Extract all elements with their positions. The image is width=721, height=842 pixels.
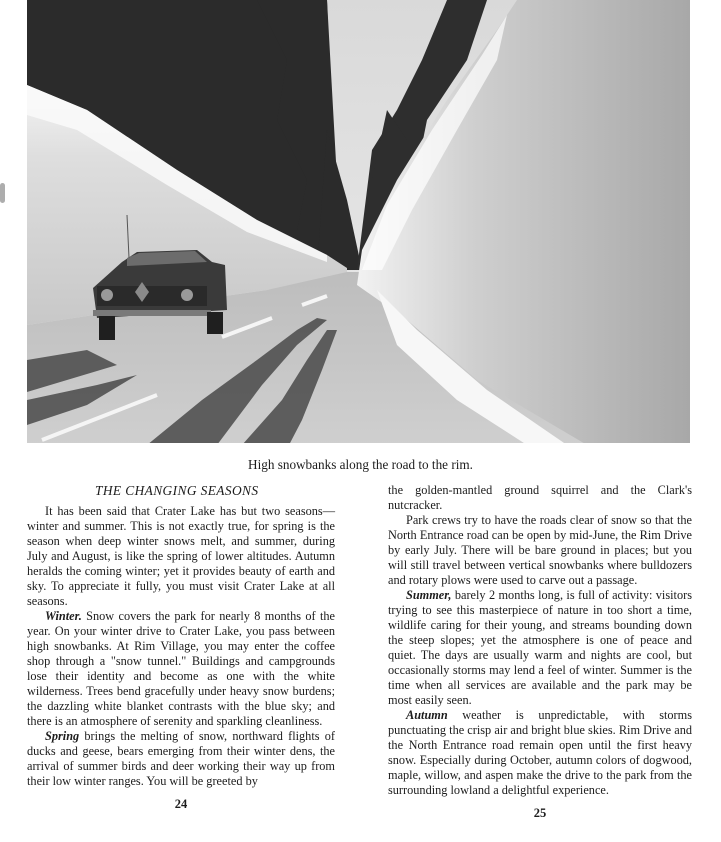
- paragraph-text: the golden-mantled ground squirrel and the Clark's nutcracker.: [388, 483, 692, 512]
- paragraph-lead: Autumn: [406, 708, 448, 722]
- page-number-right: 25: [533, 806, 547, 820]
- paragraph-continued: [388, 483, 692, 513]
- paragraph-road-clearing: [388, 513, 692, 588]
- left-page-column: [27, 483, 335, 812]
- photo-caption: High snowbanks along the road to the rim.: [248, 457, 473, 472]
- paragraph-lead: Spring: [45, 729, 80, 743]
- right-page-column: [388, 483, 692, 821]
- paragraph-intro: [27, 504, 335, 609]
- section-heading: THE CHANGING SEASONS: [95, 483, 259, 498]
- paragraph-text: It has been said that Crater Lake has but two seasons—winter and summer. This is not exactly true, for spring is the season when deep winter snows melt, and summer, during July and August, is like the spring of lower altitudes. Autumn heralds the coming winter; yet it provides beauty of earth and sky. To appreciate it fully, you must visit Crater Lake at all seasons.: [27, 504, 335, 608]
- paragraph-lead: Summer,: [406, 588, 452, 602]
- page-number-left: 24: [174, 797, 188, 811]
- paragraph-text: Snow covers the park for nearly 8 months of the year. On your winter drive to Crater Lake, you pass between high snowbanks. At Rim Village, you may enter the coffee shop through a "snow tunnel." Buildings and campgrounds lose their identity and become as one with the white wilderness. Trees bend gracefully under heavy snow burdens; the dazzling white blanket contrasts with the blue sky; and there is an atmosphere of serenity and sparkling cleanliness.: [27, 609, 335, 728]
- paragraph-spring: [27, 729, 335, 789]
- snowbank-road-photo: [27, 0, 690, 445]
- paragraph-text: Park crews try to have the roads clear of snow so that the North Entrance road can be open by mid-June, the Rim Drive by early July. There will be bare ground in places; but you will still travel between vertical snowbanks where bulldozers and rotary plows were used to carve out a passage.: [388, 513, 692, 587]
- paragraph-text: brings the melting of snow, northward flights of ducks and geese, bears emerging from their winter dens, the arrival of summer birds and deer working their way up from their low winter ranges. You will be greeted by: [27, 729, 335, 788]
- paragraph-autumn: [388, 708, 692, 798]
- paragraph-winter: [27, 609, 335, 729]
- photo-illustration: [27, 0, 690, 445]
- paragraph-summer: [388, 588, 692, 708]
- paragraph-text: weather is unpredictable, with storms punctuating the crisp air and bright blue skies. Rim Drive and the North Entrance road remain open until the first heavy snow. Especially during October, autumn colors of dogwood, maple, willow, and aspen make the drive to the park from the surrounding lowland a delightful experience.: [388, 708, 692, 797]
- scan-smudge: [0, 183, 5, 203]
- paragraph-text: barely 2 months long, is full of activity: visitors trying to see this masterpiece of nature in too short a time, wildlife caring for their young, and streams bounding down the steep slopes; yet the atmosphere is one of peace and quiet. The days are usually warm and nights are cool, but occasionally storms may lend a feel of winter. Summer is the time when all services are available and the park may be most easily seen.: [388, 588, 692, 707]
- paragraph-lead: Winter.: [45, 609, 82, 623]
